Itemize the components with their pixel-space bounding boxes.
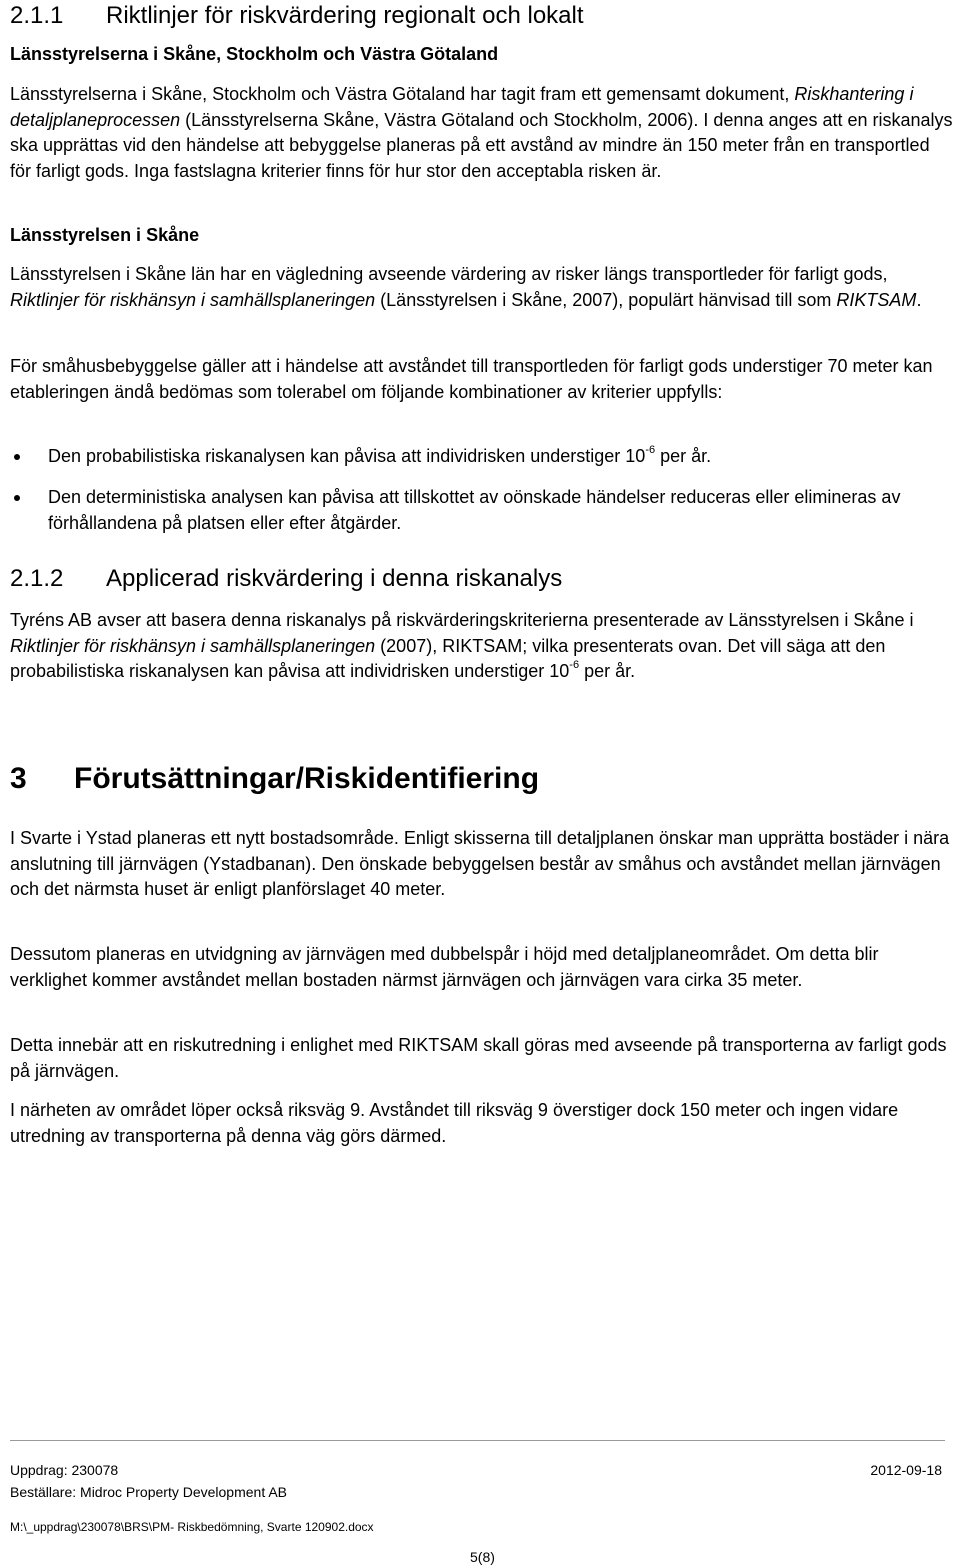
footer-date: 2012-09-18 (870, 1462, 942, 1478)
paragraph-1-italic-title: Riskhantering i detaljplaneprocessen (10, 84, 914, 130)
paragraph-4-text-c: per år. (579, 661, 636, 681)
paragraph-6: Dessutom planeras en utvidgning av järnvägen med dubbelspår i höjd med detaljplaneområdet. Om detta blir verklighet kommer avståndet mellan bostaden närmst järnvägen och järnvägen vara cirka 35 meter. (10, 944, 879, 990)
chapter-heading-3 (10, 762, 539, 796)
subheading-lansstyrelserna: Länsstyrelserna i Skåne, Stockholm och Västra Götaland (10, 44, 499, 64)
paragraph-1 (10, 82, 955, 184)
bullet-item-1 (0, 444, 960, 474)
paragraph-2 (10, 262, 955, 313)
section-title: Riktlinjer för riskvärdering regionalt och lokalt (106, 2, 584, 29)
paragraph-1-text-a: Länsstyrelserna i Skåne, Stockholm och Västra Götaland har tagit fram ett gemensamt dokument, (10, 84, 795, 104)
paragraph-4-exponent: -6 (569, 659, 580, 671)
bullet-1-text-b: per år. (655, 446, 712, 466)
section-number: 2.1.2 (10, 565, 64, 592)
footer-uppdrag: Uppdrag: 230078 (10, 1462, 119, 1478)
footer-divider (10, 1440, 945, 1441)
paragraph-7: Detta innebär att en riskutredning i enlighet med RIKTSAM skall göras med avseende på transporterna av farligt gods på järnvägen. (10, 1035, 947, 1081)
paragraph-4-italic-title: Riktlinjer för riskhänsyn i samhällsplaneringen (10, 635, 376, 656)
chapter-title: Förutsättningar/Riskidentifiering (74, 762, 540, 795)
footer-client: Beställare: Midroc Property Development AB (10, 1484, 288, 1500)
section-title: Applicerad riskvärdering i denna riskanalys (106, 565, 563, 592)
paragraph-2-italic-riktsam: RIKTSAM (836, 289, 917, 310)
bullet-dot (14, 495, 20, 501)
paragraph-8: I närheten av området löper också riksväg 9. Avståndet till riksväg 9 överstiger dock 150 meter och ingen vidare utredning av transporterna på denna väg görs därmed. (10, 1100, 899, 1146)
paragraph-2-text-c: . (916, 289, 922, 310)
paragraph-4 (10, 608, 955, 685)
bullet-item-2 (0, 485, 960, 540)
subheading-lansstyrelsen-skane: Länsstyrelsen i Skåne (10, 225, 200, 245)
paragraph-2-text-a: Länsstyrelsen i Skåne län har en vägledning avseende värdering av risker längs transportleder för farligt gods, (10, 264, 888, 284)
footer-page-number: 5(8) (470, 1549, 495, 1565)
bullet-1-text-a: Den probabilistiska riskanalysen kan påvisa att individrisken understiger 10 (48, 446, 646, 466)
paragraph-2-italic-title: Riktlinjer för riskhänsyn i samhällsplaneringen (10, 289, 376, 310)
paragraph-2-text-b: (Länsstyrelsen i Skåne, 2007), populärt hänvisad till som (375, 289, 837, 310)
bullet-1-text (48, 444, 948, 470)
bullet-dot (14, 454, 20, 460)
paragraph-3: För småhusbebyggelse gäller att i händelse att avståndet till transportleden för farligt gods understiger 70 meter kan etableringen ändå bedömas som tolerabel om följande kombinationer av kriterier uppfylls: (10, 356, 933, 402)
bullet-1-exponent: -6 (645, 444, 656, 456)
paragraph-4-text-a: Tyréns AB avser att basera denna riskanalys på riskvärderingskriterierna presenterade av Länsstyrelsen i Skåne i (10, 610, 914, 630)
section-heading-2-1-2 (10, 565, 562, 593)
footer-file-path: M:\_uppdrag\230078\BRS\PM- Riskbedömning, Svarte 120902.docx (10, 1520, 374, 1534)
paragraph-1-text-b: (Länsstyrelserna Skåne, Västra Götaland och Stockholm, 2006). I denna anges att en riskanalys ska upprättas vid den händelse att bebyggelse planeras på ett avstånd av mindre än 150 meter från en transportled för farligt gods. Inga fastslagna kriterier finns för hur stor den acceptabla risken är. (10, 109, 953, 181)
paragraph-5: I Svarte i Ystad planeras ett nytt bostadsområde. Enligt skisserna till detaljplanen önskar man upprätta bostäder i nära anslutning till järnvägen (Ystadbanan). Den önskade bebyggelsen består av småhus och avståndet mellan järnvägen och det närmsta huset är enligt planförslaget 40 meter. (10, 828, 950, 899)
section-number: 2.1.1 (10, 2, 64, 29)
section-heading-2-1-1 (10, 2, 584, 30)
bullet-2-text: Den deterministiska analysen kan påvisa att tillskottet av oönskade händelser reduceras eller elimineras av förhållandena på platsen eller efter åtgärder. (48, 487, 901, 533)
chapter-number: 3 (10, 762, 27, 795)
paragraph-4-text-b: (2007), RIKTSAM; vilka presenterats ovan. Det vill säga att den probabilistiska riskanalysen kan påvisa att individrisken understiger 10 (10, 635, 886, 681)
